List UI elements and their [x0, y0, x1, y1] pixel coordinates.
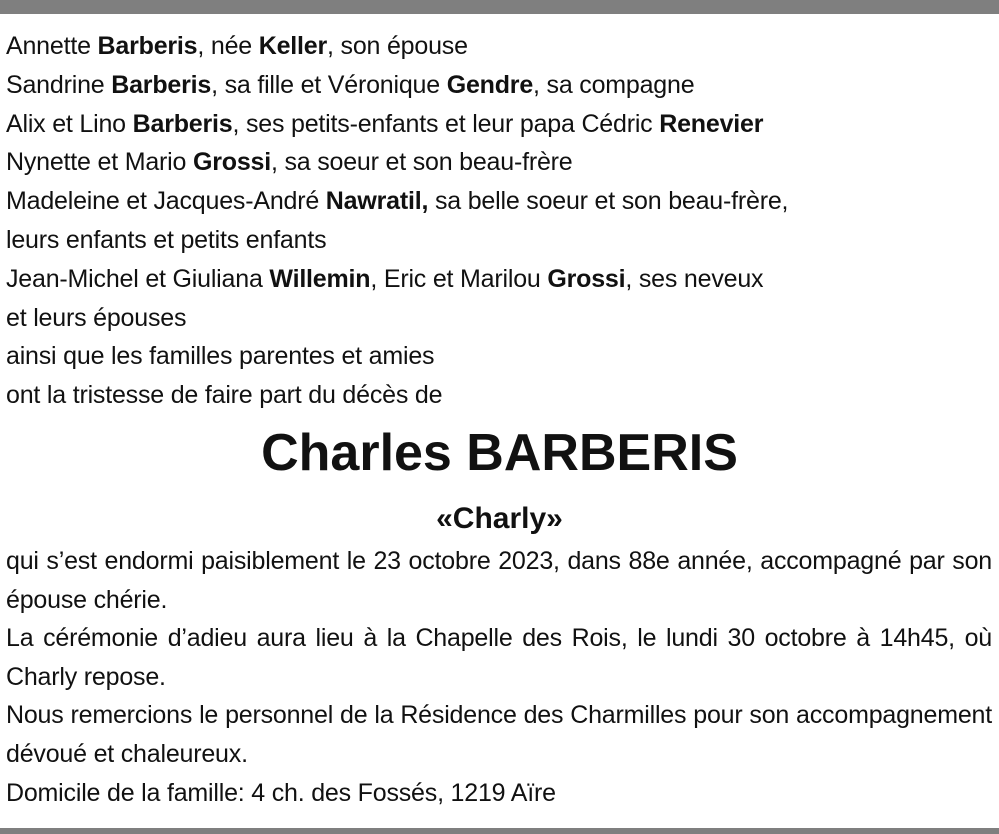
family-line [6, 182, 996, 221]
surname: Keller [258, 32, 328, 60]
text-run: Madeleine et Jacques-André [6, 187, 326, 216]
thanks-paragraph: Nous remercions le personnel de la Résidence des Charmilles pour son accompagnement dévoué et chaleureux. [6, 701, 992, 768]
text-run: , Eric et Marilou [370, 264, 548, 293]
text-run: sa belle soeur et son beau-frère, [428, 187, 789, 216]
ceremony-paragraph: La cérémonie d’adieu aura lieu à la Chapelle des Rois, le lundi 30 octobre à 14h45, où Charly repose. [6, 624, 992, 691]
text-run: , son épouse [327, 32, 468, 60]
surname: Grossi [547, 264, 626, 293]
text-run: Alix et Lino [6, 109, 133, 138]
text-run: Nynette et Mario [6, 148, 193, 177]
family-line [6, 143, 996, 182]
text-run: , née [197, 32, 259, 60]
text-run: , ses neveux [625, 264, 764, 293]
surname: Barberis [97, 32, 198, 60]
family-line [6, 337, 996, 376]
family-line [6, 105, 996, 144]
family-line [6, 221, 996, 260]
text-run: leurs enfants et petits enfants [6, 225, 327, 254]
family-address: Domicile de la famille: 4 ch. des Fossés, 1219 Aïre [6, 778, 556, 807]
family-line [6, 27, 996, 66]
text-run: , ses petits-enfants et leur papa Cédric [232, 109, 660, 138]
text-run: , sa soeur et son beau-frère [270, 148, 573, 177]
text-run: et leurs épouses [6, 303, 187, 332]
surname: Willemin [269, 264, 371, 293]
family-line [6, 376, 996, 415]
surname: Renevier [659, 109, 764, 138]
family-line [6, 260, 996, 299]
surname: Barberis [132, 109, 233, 138]
text-run: Annette [6, 32, 98, 60]
surname: Barberis [111, 70, 212, 99]
family-line [6, 66, 996, 105]
surname: Gendre [446, 70, 534, 99]
deceased-nickname: «Charly» [436, 502, 563, 535]
bottom-border-rule [0, 828, 999, 834]
text-run: ont la tristesse de faire part du décès de [6, 381, 443, 410]
deceased-name: Charles BARBERIS [261, 424, 738, 482]
passing-paragraph: qui s’est endormi paisiblement le 23 octobre 2023, dans 88e année, accompagné par son épouse chérie. [6, 547, 992, 614]
family-line [6, 299, 996, 338]
text-run: Sandrine [6, 70, 112, 99]
family-list [6, 27, 996, 415]
text-run: , sa fille et Véronique [211, 70, 447, 99]
text-run: Jean-Michel et Giuliana [6, 264, 270, 293]
announcement-body [6, 542, 992, 812]
top-border-rule [0, 0, 999, 14]
text-run: ainsi que les familles parentes et amies [6, 342, 435, 371]
surname: Nawratil, [325, 187, 429, 216]
text-run: , sa compagne [533, 70, 695, 99]
surname: Grossi [192, 148, 271, 177]
